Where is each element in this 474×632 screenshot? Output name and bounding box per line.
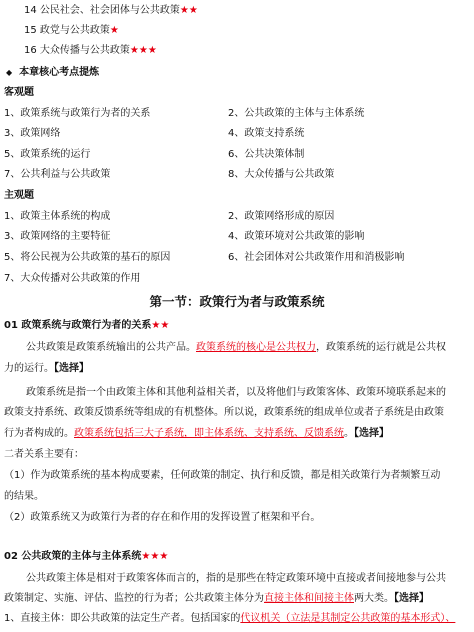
list-item: 7、大众传播对公共政策的作用 <box>4 273 141 284</box>
topic-heading: 02 公共政策的主体与主体系统★★★ <box>4 551 169 562</box>
star-rating: ★★★ <box>129 45 157 56</box>
subjective-heading: 主观题 <box>4 190 34 201</box>
list-item: 16 大众传播与公共政策★★★ <box>24 45 157 56</box>
list-item: 3、政策网络 <box>4 128 61 139</box>
list-item: 5、政策系统的运行 <box>4 149 91 160</box>
paragraph-line: 二者关系主要有： <box>4 449 84 460</box>
paragraph-line: 力的运行。【选择】 <box>4 363 89 374</box>
list-item: 14 公民社会、社会团体与公共政策★★ <box>24 5 198 16</box>
paragraph-line: 公共政策是政策系统输出的公共产品。政策系统的核心是公共权力，政策系统的运行就是公共权 <box>26 342 446 353</box>
list-item: 4、政策环境对公共政策的影响 <box>228 231 365 242</box>
diamond-bullet-icon: ◆ <box>6 68 13 77</box>
paragraph-line: （2）政策系统又为政策行为者的存在和作用的发挥设置了框架和平台。 <box>4 512 321 523</box>
topic-heading: 01 政策系统与政策行为者的关系★★ <box>4 320 170 331</box>
paragraph-line: 政策制定、实施、评估、监控的行为者；公共政策主体分为直接主体和间接主体两大类。【选择】 <box>4 593 429 604</box>
list-item: 1、政策主体系统的构成 <box>4 211 111 222</box>
section-title: 第一节：政策行为者与政策系统 <box>149 294 325 309</box>
star-rating: ★ <box>109 25 119 36</box>
core-points-heading: ◆ 本章核心考点提炼 <box>6 67 100 78</box>
paragraph-line: 公共政策主体是相对于政策客体而言的，指的是那些在特定政策环境中直接或者间接地参与公共 <box>26 573 446 584</box>
list-item: 5、将公民视为公共政策的基石的原因 <box>4 252 171 263</box>
list-item: 3、政策网络的主要特征 <box>4 231 111 242</box>
star-rating: ★★ <box>179 5 198 16</box>
paragraph-line: 1、直接主体：即公共政策的法定生产者。包括国家的代议机关（立法是其制定公共政策的基本形式）、 <box>4 613 456 624</box>
list-item: 6、社会团体对公共政策作用和消极影响 <box>228 252 405 263</box>
list-item: 1、政策系统与政策行为者的关系 <box>4 108 151 119</box>
list-item: 2、政策网络形成的原因 <box>228 211 335 222</box>
list-item: 2、公共政策的主体与主体系统 <box>228 108 365 119</box>
paragraph-line: （1）作为政策系统的基本构成要素，任何政策的制定、执行和反馈，都是相关政策行为者频繁互动 <box>4 470 441 481</box>
star-rating: ★★ <box>151 320 170 331</box>
list-item: 6、公共决策体制 <box>228 149 305 160</box>
paragraph-line: 行为者构成的。政策系统包括三大子系统，即主体系统、支持系统、反馈系统。【选择】 <box>4 428 389 439</box>
star-rating: ★★★ <box>141 551 169 562</box>
list-item: 4、政策支持系统 <box>228 128 305 139</box>
paragraph-line: 政策支持系统、政策反馈系统等组成的有机整体。所以说，政策系统的组成单位或者子系统是由政策 <box>4 407 444 418</box>
list-item: 7、公共利益与公共政策 <box>4 169 111 180</box>
paragraph-line: 的结果。 <box>4 491 44 502</box>
list-item: 8、大众传播与公共政策 <box>228 169 335 180</box>
paragraph-line: 政策系统是指一个由政策主体和其他利益相关者，以及将他们与政策客体、政策环境联系起来的 <box>26 387 446 398</box>
list-item: 15 政党与公共政策★ <box>24 25 119 36</box>
objective-heading: 客观题 <box>4 87 34 98</box>
